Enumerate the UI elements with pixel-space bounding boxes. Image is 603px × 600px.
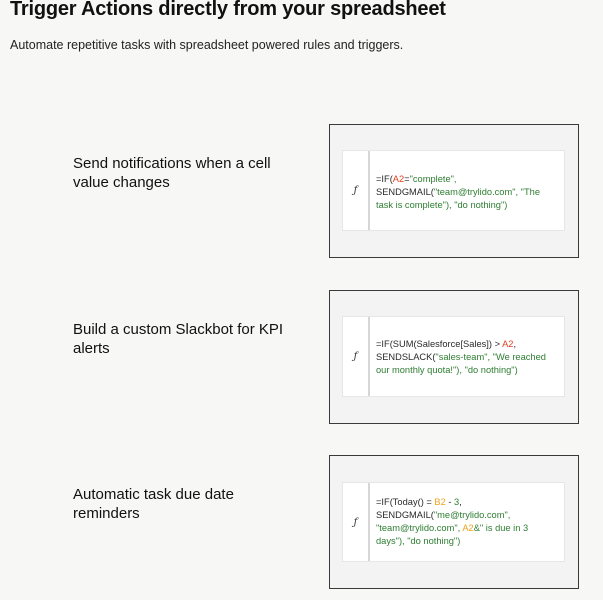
- function-icon: ƒ: [353, 516, 358, 528]
- formula-line: task is complete"), "do nothing"): [376, 200, 508, 210]
- formula-card-slackbot: [329, 290, 579, 424]
- feature-title-line: value changes: [73, 174, 170, 191]
- formula-line: our monthly quota!"), "do nothing"): [376, 365, 518, 375]
- feature-title-line: Build a custom Slackbot for KPI: [73, 321, 284, 338]
- feature-title-slackbot: [73, 320, 308, 358]
- formula-card-due-date: [329, 455, 579, 589]
- formula-text: [376, 173, 560, 212]
- fx-gutter: [343, 317, 370, 396]
- formula-box: [342, 316, 565, 397]
- fx-gutter: [343, 483, 370, 561]
- formula-line: "team@trylido.com", A2&" is due in 3: [376, 523, 529, 533]
- formula-box: [342, 150, 565, 231]
- feature-title-line: alerts: [73, 340, 110, 357]
- feature-title-line: Automatic task due date: [73, 486, 234, 503]
- formula-text: [376, 338, 560, 377]
- function-icon: ƒ: [353, 185, 358, 196]
- formula-line: days"), "do nothing"): [376, 536, 461, 546]
- fx-gutter: [343, 151, 370, 230]
- feature-title-line: Send notifications when a cell: [73, 155, 271, 172]
- formula-line: SENDSLACK("sales-team", "We reached: [376, 352, 546, 362]
- page-title: Trigger Actions directly from your spreadsheet: [10, 0, 446, 20]
- formula-line: =IF(Today() = B2 - 3,: [376, 497, 462, 507]
- formula-line: SENDGMAIL("me@trylido.com",: [376, 510, 511, 520]
- formula-line: =IF(A2="complete",: [376, 174, 457, 184]
- feature-title-due-date: [73, 485, 308, 523]
- formula-line: SENDGMAIL("team@trylido.com", "The: [376, 187, 540, 197]
- page-subtitle: Automate repetitive tasks with spreadsheet powered rules and triggers.: [10, 38, 404, 52]
- function-icon: ƒ: [353, 351, 358, 362]
- formula-box: [342, 482, 565, 562]
- formula-text: [376, 496, 560, 548]
- formula-line: =IF(SUM(Salesforce[Sales]) > A2,: [376, 339, 517, 349]
- feature-title-line: reminders: [73, 505, 140, 522]
- feature-title-notifications: [73, 154, 308, 192]
- formula-card-notifications: [329, 124, 579, 258]
